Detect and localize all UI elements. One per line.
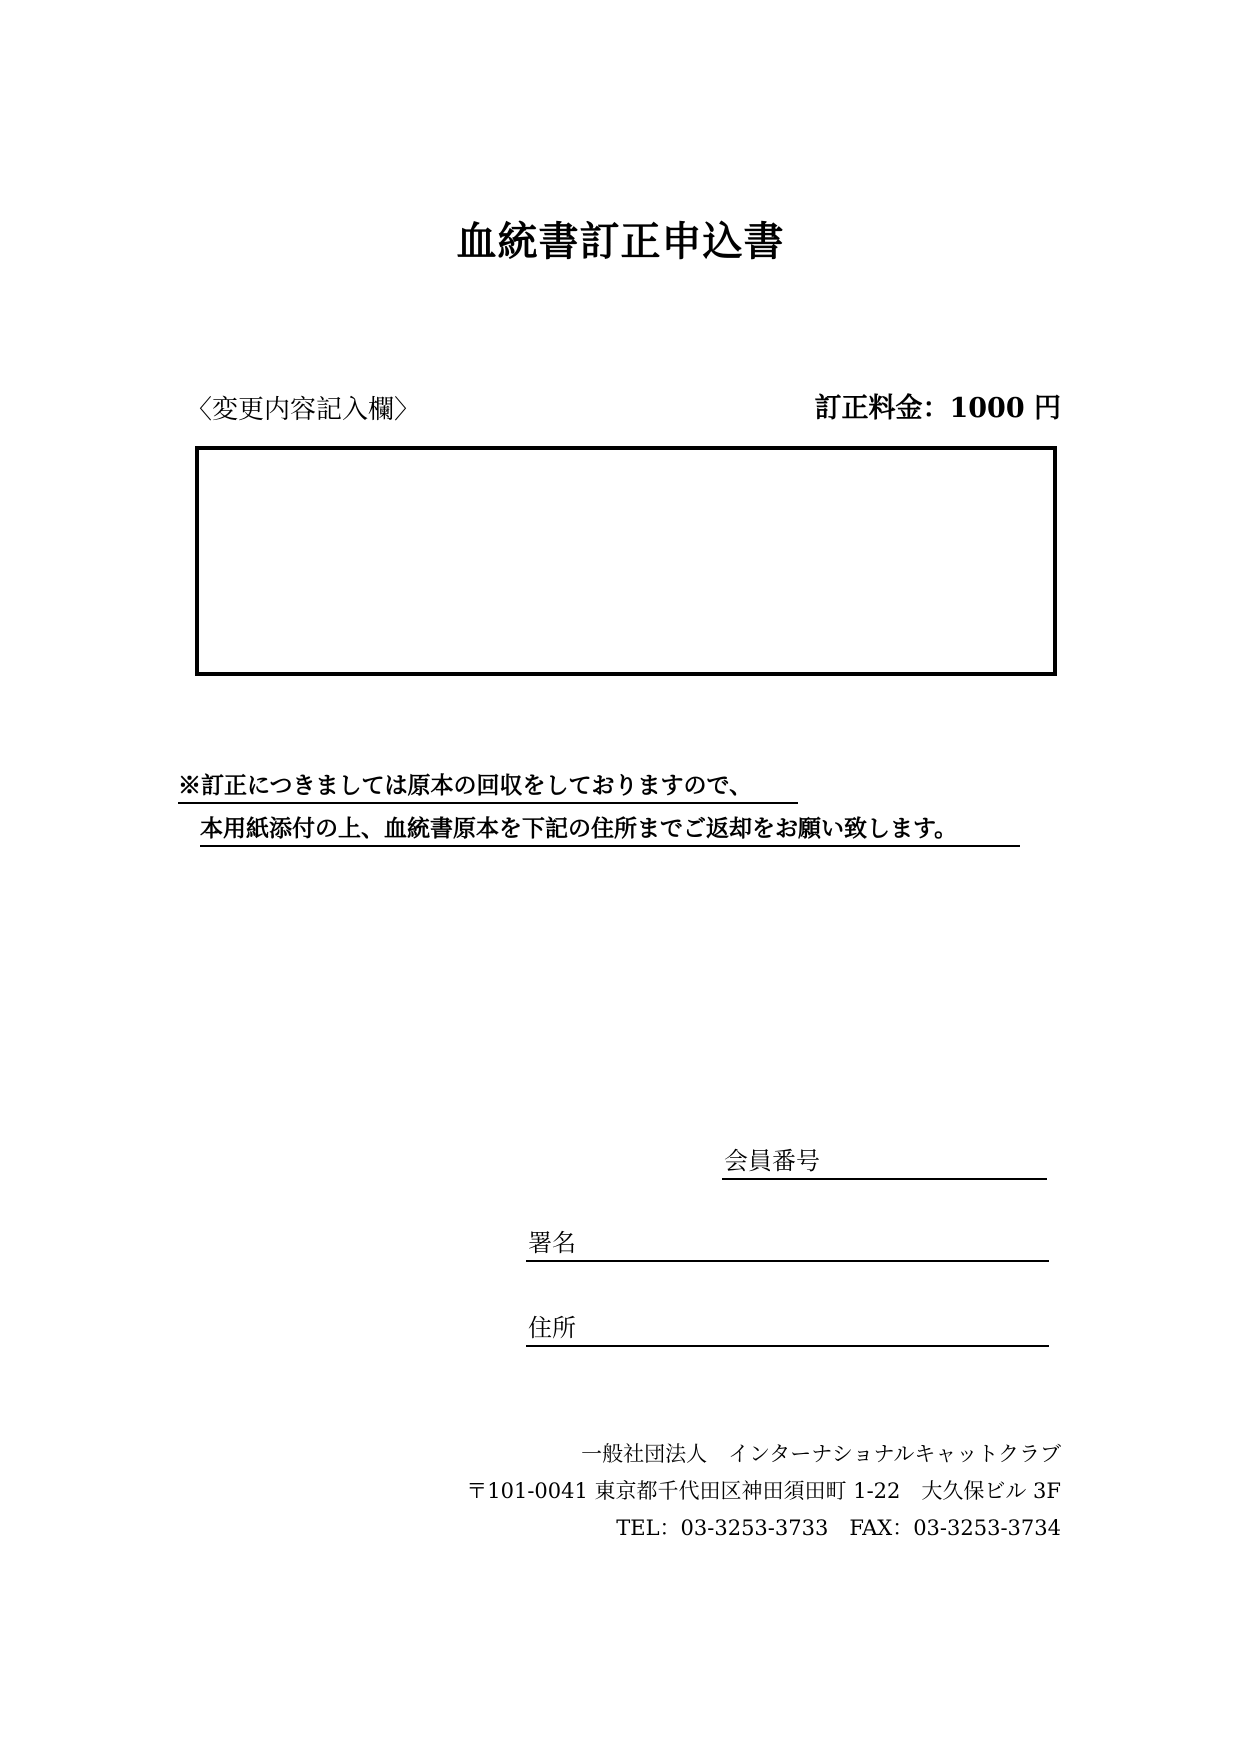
- change-content-entry-box[interactable]: [195, 446, 1057, 676]
- organization-address: 〒101-0041 東京都千代田区神田須田町 1-22 大久保ビル 3F: [466, 1479, 1061, 1503]
- notice-line-2: 本用紙添付の上、血統書原本を下記の住所までご返却をお願い致します。: [200, 813, 1020, 847]
- signature-field[interactable]: [526, 1226, 1049, 1262]
- member-number-field[interactable]: [722, 1144, 1047, 1180]
- address-label: 住所: [528, 1314, 576, 1342]
- organization-contact: TEL：03-3253-3733 FAX：03-3253-3734: [616, 1516, 1061, 1540]
- change-content-label: 〈変更内容記入欄〉: [186, 395, 421, 425]
- address-field[interactable]: [526, 1311, 1049, 1347]
- organization-name: 一般社団法人 インターナショナルキャットクラブ: [581, 1442, 1061, 1466]
- member-number-label: 会員番号: [724, 1147, 820, 1175]
- signature-label: 署名: [528, 1229, 576, 1257]
- organization-info: [466, 1436, 1061, 1547]
- correction-fee: 訂正料金：1000 円: [814, 393, 1061, 424]
- notice-line-1: ※訂正につきましては原本の回収をしておりますので、: [178, 770, 798, 804]
- document-title: 血統書訂正申込書: [456, 218, 785, 265]
